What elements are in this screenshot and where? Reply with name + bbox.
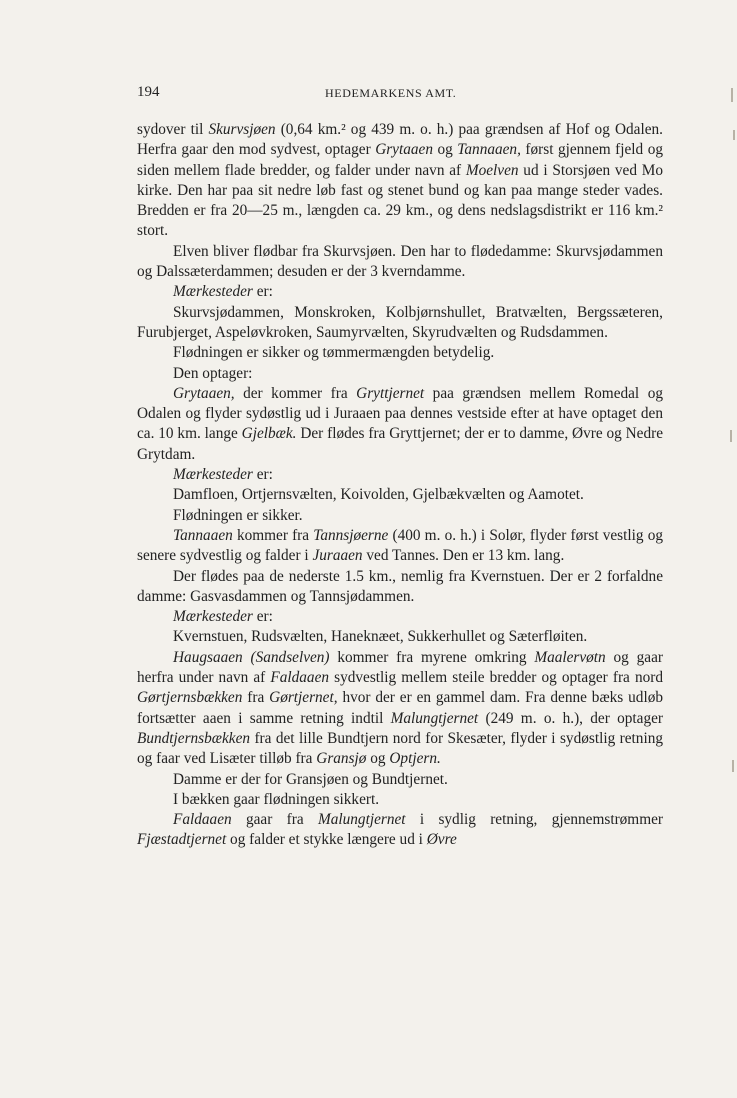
paragraph bbox=[137, 810, 663, 851]
text-run: ud i Storsjøen ved Mo kirke. Den har paa sit nedre løb fast og stenet bund og kan paa mange steder vades. Bredden er fra 20—25 m., længden ca. 29 km., og dens nedslagsdistrikt er 116 km.² stort. bbox=[137, 161, 663, 240]
text-run: (249 m. o. h.), der optager bbox=[478, 709, 663, 727]
text-run: og bbox=[366, 750, 390, 768]
text-run: gaar fra bbox=[231, 811, 318, 829]
italic-term: Malungtjernet bbox=[317, 811, 406, 829]
italic-term: Øvre bbox=[426, 831, 457, 849]
italic-term: Gørtjernet, bbox=[269, 689, 338, 707]
text-run: I bækken gaar flødningen sikkert. bbox=[173, 790, 380, 808]
italic-term: Haugsaaen (Sandselven) bbox=[173, 648, 330, 666]
scan-speck bbox=[730, 430, 732, 442]
text-run: Damfloen, Ortjernsvælten, Koivolden, Gjelbækvælten og Aamotet. bbox=[173, 486, 584, 504]
text-run: og falder et stykke længere ud i bbox=[226, 831, 427, 849]
text-run: Flødningen er sikker. bbox=[173, 506, 303, 524]
paragraph bbox=[137, 506, 663, 526]
italic-term: Optjern. bbox=[389, 750, 441, 768]
text-run: og gaar herfra under navn af bbox=[137, 648, 663, 687]
italic-term: Faldaaen bbox=[173, 811, 232, 829]
text-run: sydvestlig mellem steile bredder og optager fra nord bbox=[329, 669, 663, 687]
scan-speck bbox=[731, 88, 733, 102]
italic-term: Mærkesteder bbox=[173, 608, 253, 626]
italic-term: Gryttjernet bbox=[356, 384, 425, 402]
paragraph bbox=[137, 384, 663, 465]
text-run: hvor der er en gammel dam. Fra denne bæks udløb fortsætter aaen i samme retning indtil bbox=[137, 689, 663, 727]
text-run: Elven bliver flødbar fra Skurvsjøen. Den har to flødedamme: Skurvsjødammen og Dalssæterdammen; desuden er der 3 kverndamme. bbox=[137, 242, 663, 281]
text-run: og bbox=[432, 141, 458, 159]
paragraph bbox=[137, 465, 663, 485]
text-run: Den optager: bbox=[173, 364, 253, 382]
paragraph bbox=[137, 303, 663, 344]
scan-speck bbox=[733, 130, 735, 140]
italic-term: Mærkesteder bbox=[173, 466, 253, 484]
paragraph bbox=[137, 567, 663, 608]
italic-term: Bundtjernsbækken bbox=[137, 729, 251, 747]
italic-term: Juraaen bbox=[312, 547, 363, 565]
text-run: Skurvsjødammen, Monskroken, Kolbjørnshullet, Bratvælten, Bergssæteren, Furubjerget, Aspeløvkroken, Saumyrvælten, Skyrudvælten og Rudsdammen. bbox=[137, 303, 663, 341]
page-number: 194 bbox=[137, 84, 160, 100]
text-run: ved Tannes. Den er 13 km. lang. bbox=[362, 547, 565, 565]
body-text bbox=[137, 120, 663, 851]
italic-term: Tannaaen, bbox=[457, 141, 521, 159]
paragraph bbox=[137, 607, 663, 627]
italic-term: Tannaaen bbox=[173, 526, 233, 544]
running-title: HEDEMARKENS AMT. bbox=[325, 86, 457, 100]
italic-term: Gørtjernsbækken bbox=[137, 689, 243, 707]
text-run: sydover til bbox=[137, 121, 209, 138]
paragraph bbox=[137, 242, 663, 283]
paragraph bbox=[137, 343, 663, 363]
text-run: Der flødes fra Gryttjernet; der er to damme, Øvre og Nedre Grytdam. bbox=[137, 425, 664, 463]
text-run: først gjennem fjeld og siden mellem flade bredder, og falder under navn af bbox=[137, 141, 663, 179]
text-run: (0,64 km.² og 439 m. o. h.) paa grændsen af Hof og Odalen. Herfra gaar den mod sydvest, optager bbox=[137, 121, 663, 159]
text-run: Der flødes paa de nederste 1.5 km., nemlig fra Kvernstuen. Der er 2 forfaldne damme: Gasvasdammen og Tannsjødammen. bbox=[137, 567, 663, 605]
text-run: fra det lille Bundtjern nord for Skesæter, flyder i sydøstlig retning og faar ved Lisæter tilløb fra bbox=[137, 729, 663, 768]
paragraph bbox=[137, 770, 663, 790]
italic-term: Skurvsjøen bbox=[208, 121, 276, 138]
paragraph bbox=[137, 627, 663, 647]
text-run: Flødningen er sikker og tømmermængden betydelig. bbox=[173, 344, 495, 362]
text-run: er: bbox=[252, 283, 273, 301]
italic-term: Faldaaen bbox=[270, 669, 330, 687]
italic-term: Grytaaen, bbox=[173, 384, 235, 402]
paragraph bbox=[137, 282, 663, 302]
text-run: er: bbox=[252, 608, 273, 626]
italic-term: Gransjø bbox=[316, 750, 367, 768]
paragraph bbox=[137, 485, 663, 505]
paragraph bbox=[137, 364, 663, 384]
paragraph bbox=[137, 526, 663, 567]
text-run: (400 m. o. h.) i Solør, flyder først vestlig og senere sydvestlig og falder i bbox=[137, 526, 663, 565]
scan-speck bbox=[732, 760, 734, 772]
italic-term: Fjæstadtjernet bbox=[137, 831, 227, 849]
italic-term: Moelven bbox=[465, 161, 519, 179]
text-run: er: bbox=[252, 466, 273, 484]
text-run: Kvernstuen, Rudsvælten, Haneknæet, Sukkerhullet og Sæterfløiten. bbox=[173, 628, 588, 646]
italic-term: Gjelbæk. bbox=[241, 425, 297, 443]
italic-term: Tannsjøerne bbox=[313, 526, 389, 544]
text-run: der kommer fra bbox=[234, 384, 357, 402]
italic-term: Maalervøtn bbox=[534, 648, 606, 666]
text-run: paa grændsen mellem Romedal og Odalen og flyder sydøstlig ud i Juraaen paa dennes vestside efter at have optaget den ca. 10 km. lange bbox=[137, 384, 663, 443]
text-run: i sydlig retning, gjennemstrømmer bbox=[405, 811, 663, 829]
italic-term: Mærkesteder bbox=[173, 283, 253, 301]
paragraph bbox=[137, 790, 663, 810]
paragraph bbox=[137, 120, 663, 242]
paragraph bbox=[137, 648, 663, 770]
text-run: fra bbox=[242, 689, 270, 707]
italic-term: Grytaaen bbox=[375, 141, 433, 159]
text-run: kommer fra bbox=[232, 526, 314, 544]
text-run: kommer fra myrene omkring bbox=[329, 648, 535, 666]
italic-term: Malungtjernet bbox=[390, 709, 479, 727]
text-run: Damme er der for Gransjøen og Bundtjernet. bbox=[173, 770, 448, 788]
